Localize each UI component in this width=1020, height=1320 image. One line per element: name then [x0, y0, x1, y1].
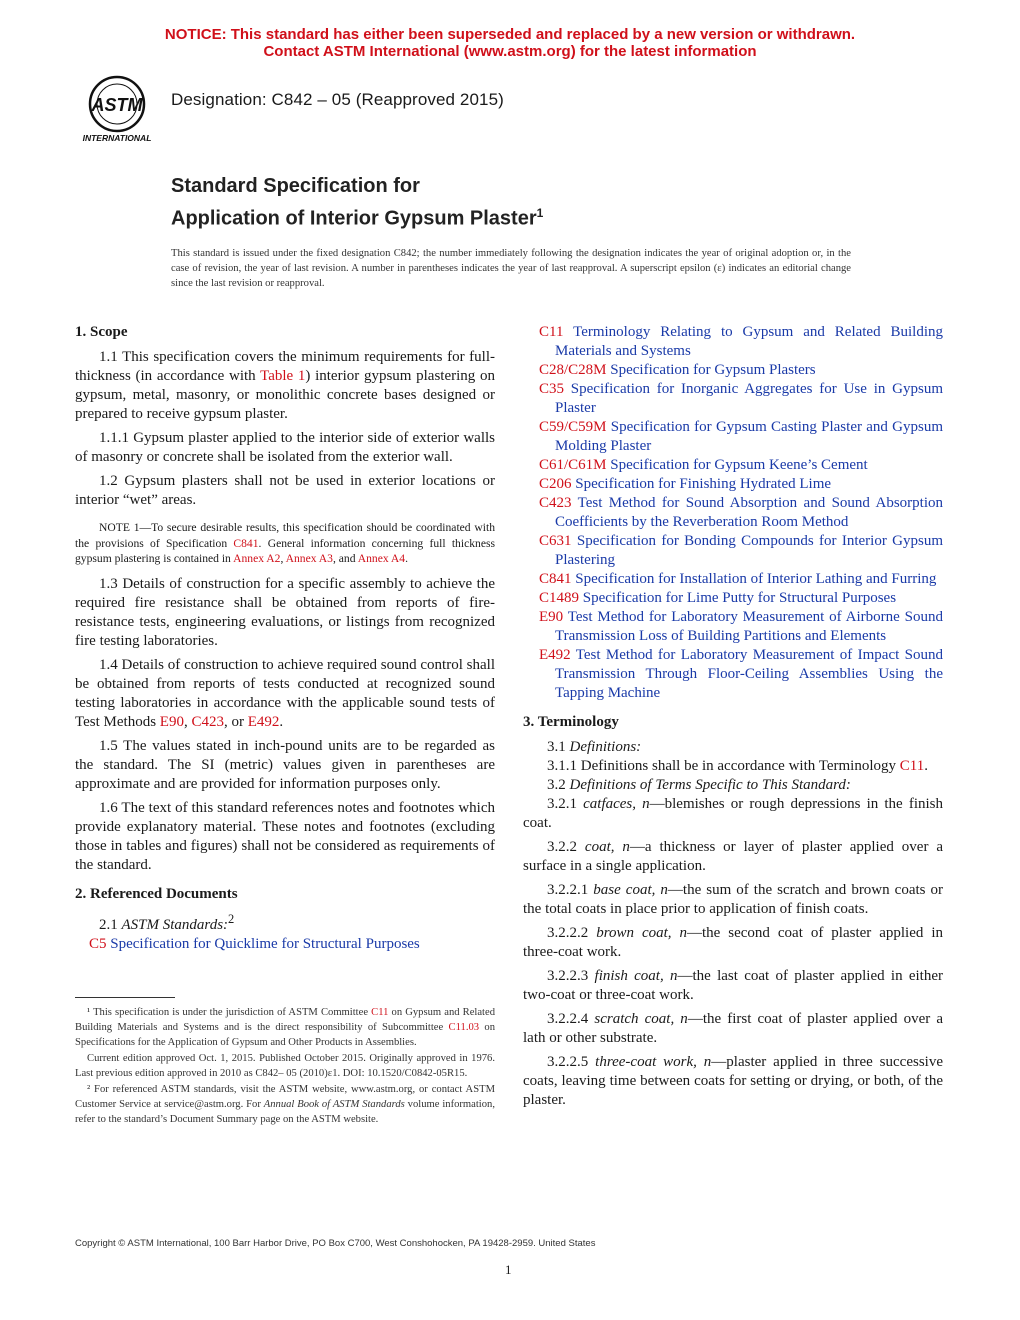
ref-code[interactable]: E492	[539, 647, 571, 663]
footnote-1: ¹ This specification is under the jurisdiction of ASTM Committee C11 on Gypsum and Related Building Materials and Systems and is the direct responsibility of Subcommittee C11.03 on Specifications for the Application of Gypsum and Other Products in Assemblies.	[75, 1007, 495, 1048]
logo-text: ASTM	[91, 95, 143, 115]
copyright: Copyright © ASTM International, 100 Barr Harbor Drive, PO Box C700, West Conshohocken, PA 19428-2959. United States	[75, 1238, 596, 1249]
ref-title[interactable]: Specification for Bonding Compounds for Interior Gypsum Plastering	[555, 533, 943, 568]
note-1: NOTE 1—To secure desirable results, this specification should be coordinated with the provisions of Specification C841. General information concerning full thickness gypsum plastering is contained in Annex A2, Annex A3, and Annex A4.	[75, 521, 495, 565]
footnote-1-edition: Current edition approved Oct. 1, 2015. Published October 2015. Originally approved in 1976. Last previous edition approved in 2010 as C842– 05 (2010)ε1. DOI: 10.1520/C0842-05R15.	[75, 1053, 495, 1079]
ref-item[interactable]	[523, 380, 943, 418]
para-1-5: 1.5 The values stated in inch-pound units are to be regarded as the standard. The SI (metric) values given in parentheses are approximate and are provided for information purposes only.	[75, 737, 495, 792]
ref-title[interactable]: Specification for Gypsum Casting Plaster and Gypsum Molding Plaster	[555, 419, 943, 454]
ref-code[interactable]: C206	[539, 476, 572, 492]
def-brown-coat: 3.2.2.2 brown coat, n—the second coat of plaster applied in three-coat work.	[523, 925, 943, 960]
para-2-1: 2.1 ASTM Standards:$^2$	[99, 911, 235, 933]
para-1-6: 1.6 The text of this standard references notes and footnotes which provide explanatory material. These notes and footnotes (excluding those in tables and figures) shall not be considered as requirements of the standard.	[75, 799, 495, 873]
ref-code[interactable]: C59/C59M	[539, 419, 607, 435]
ref-code[interactable]: C631	[539, 533, 572, 549]
right-column	[523, 323, 943, 1115]
ref-item[interactable]	[523, 608, 943, 646]
ref-item[interactable]	[523, 361, 943, 380]
c841-link[interactable]: C841	[233, 536, 259, 550]
para-3-1: 3.1 Definitions:	[547, 739, 642, 755]
def-three-coat-work: 3.2.2.5 three-coat work, n—plaster applied in three successive coats, leaving time between coats for setting or drying, or both, of the plaster.	[523, 1054, 943, 1108]
ref-title[interactable]: Specification for Gypsum Plasters	[606, 362, 816, 378]
footnote-divider	[75, 997, 175, 998]
ref-title[interactable]: Test Method for Sound Absorption and Sound Absorption Coefficients by the Reverberation Room Method	[555, 495, 943, 530]
ref-code[interactable]: C11	[539, 324, 564, 340]
designation: Designation: C842 – 05 (Reapproved 2015)	[171, 90, 504, 109]
ref-item[interactable]	[523, 532, 943, 570]
referenced-documents-heading: 2. Referenced Documents	[75, 885, 238, 902]
e492-link[interactable]: E492	[247, 713, 280, 730]
ref-title[interactable]: Specification for Lime Putty for Structural Purposes	[579, 590, 897, 606]
c423-link[interactable]: C423	[191, 713, 224, 730]
ref-item[interactable]	[523, 456, 943, 475]
annex-a2-link[interactable]: Annex A2	[233, 552, 281, 565]
annex-a3-link[interactable]: Annex A3	[285, 552, 333, 565]
ref-item[interactable]	[523, 494, 943, 532]
scope-heading: 1. Scope	[75, 324, 128, 340]
table-1-link[interactable]: Table 1	[260, 368, 306, 384]
left-column	[75, 323, 495, 954]
ref-code[interactable]: C61/C61M	[539, 457, 607, 473]
def-base-coat: 3.2.2.1 base coat, n—the sum of the scratch and brown coats or the total coats in place prior to application of finish coats.	[523, 882, 944, 917]
ref-title[interactable]: Specification for Installation of Interior Lathing and Furring	[571, 571, 937, 587]
astm-logo	[74, 74, 160, 144]
para-1-1: 1.1 This specification covers the minimum requirements for full-thickness (in accordance with Table 1) interior gypsum plastering on gypsum, metal, masonry, or monolithic concrete bases designed or prepared to receive gypsum plaster.	[75, 349, 495, 422]
annex-a4-link[interactable]: Annex A4	[357, 552, 406, 565]
title-footnote-mark: 1	[536, 206, 544, 220]
terminology-heading: 3. Terminology	[523, 714, 619, 730]
ref-title[interactable]: Terminology Relating to Gypsum and Related Building Materials and Systems	[555, 324, 943, 359]
ref-item[interactable]	[523, 418, 943, 456]
ref-item[interactable]	[523, 475, 943, 494]
def-scratch-coat: 3.2.2.4 scratch coat, n—the first coat of plaster applied over a lath or other substrate.	[523, 1011, 943, 1046]
c11-03-link[interactable]: C11.03	[448, 1022, 480, 1033]
ref-code[interactable]: C35	[539, 381, 565, 397]
ref-title[interactable]: Specification for Finishing Hydrated Lime	[571, 476, 832, 492]
para-3-2: 3.2 Definitions of Terms Specific to This Standard:	[547, 777, 851, 793]
notice-line-2: Contact ASTM International (www.astm.org) for the latest information	[263, 43, 757, 60]
ref-item[interactable]	[523, 646, 943, 703]
c11-link[interactable]: C11	[899, 758, 925, 774]
para-1-1-1: 1.1.1 Gypsum plaster applied to the interior side of exterior walls of masonry or concrete shall be isolated from the exterior wall.	[75, 430, 495, 465]
ref-item[interactable]	[523, 323, 943, 361]
footnotes	[75, 1005, 495, 1128]
logo-subtext: INTERNATIONAL	[82, 133, 152, 143]
ref-code[interactable]: C423	[539, 495, 572, 511]
def-finish-coat: 3.2.2.3 finish coat, n—the last coat of plaster applied in either two-coat or three-coat work.	[523, 968, 943, 1003]
c11-committee-link[interactable]: C11	[371, 1007, 389, 1018]
ref-code[interactable]: C28/C28M	[539, 362, 607, 378]
def-catfaces: 3.2.1 catfaces, n—blemishes or rough depressions in the finish coat.	[523, 796, 943, 831]
para-3-1-1: 3.1.1 Definitions shall be in accordance with Terminology C11.	[547, 758, 928, 774]
issued-note: This standard is issued under the fixed designation C842; the number immediately following the designation indicates the year of original adoption or, in the case of revision, the year of last revision. A number in parentheses indicates the year of last reapproval. A superscript epsilon (ε) indicates an editorial change since the last revision or reapproval.	[171, 248, 851, 289]
ref-code[interactable]: E90	[539, 609, 564, 625]
ref-code[interactable]: C1489	[539, 590, 580, 606]
para-1-3: 1.3 Details of construction for a specific assembly to achieve the required fire resistance shall be obtained from reports of fire-resistance tests, engineering evaluations, or listings from recognized fire testing laboratories.	[75, 575, 495, 649]
notice-line-1: NOTICE: This standard has either been superseded and replaced by a new version or withdrawn.	[164, 26, 856, 43]
ref-title[interactable]: Specification for Gypsum Keene’s Cement	[606, 457, 868, 473]
ref-c5[interactable]: C5 Specification for Quicklime for Structural Purposes	[89, 935, 420, 952]
para-1-2: 1.2 Gypsum plasters shall not be used in exterior locations or interior “wet” areas.	[75, 473, 495, 508]
document-title	[171, 173, 543, 233]
ref-title[interactable]: Test Method for Laboratory Measurement of Airborne Sound Transmission Loss of Building Partitions and Elements	[555, 609, 943, 644]
ref-item[interactable]	[523, 570, 943, 589]
ref-title[interactable]: Specification for Inorganic Aggregates for Use in Gypsum Plaster	[555, 381, 943, 416]
footnote-2: ² For referenced ASTM standards, visit the ASTM website, www.astm.org, or contact ASTM Customer Service at service@astm.org. For Annual Book of ASTM Standards volume information, refer to the standard’s Document Summary page on the ASTM website.	[75, 1084, 495, 1125]
ref-item[interactable]	[523, 589, 943, 608]
title-line-2: Application of Interior Gypsum Plaster$^1$	[171, 206, 544, 230]
title-line-1: Standard Specification for	[171, 175, 420, 197]
def-coat: 3.2.2 coat, n—a thickness or layer of plaster applied over a surface in a single application.	[523, 839, 943, 874]
para-1-4: 1.4 Details of construction to achieve required sound control shall be obtained from reports of tests conducted at recognized sound testing laboratories in accordance with the applicable sound tests of Test Methods E90, C423, or E492.	[75, 656, 495, 730]
e90-link[interactable]: E90	[159, 713, 184, 730]
ref-code[interactable]: C841	[539, 571, 572, 587]
page-number: 1	[505, 1262, 512, 1277]
supersede-notice	[0, 26, 1020, 60]
ref-title[interactable]: Test Method for Laboratory Measurement of Impact Sound Transmission Through Floor-Ceiling Assemblies Using the Tapping Machine	[555, 647, 943, 701]
referenced-standards-list	[523, 323, 943, 703]
